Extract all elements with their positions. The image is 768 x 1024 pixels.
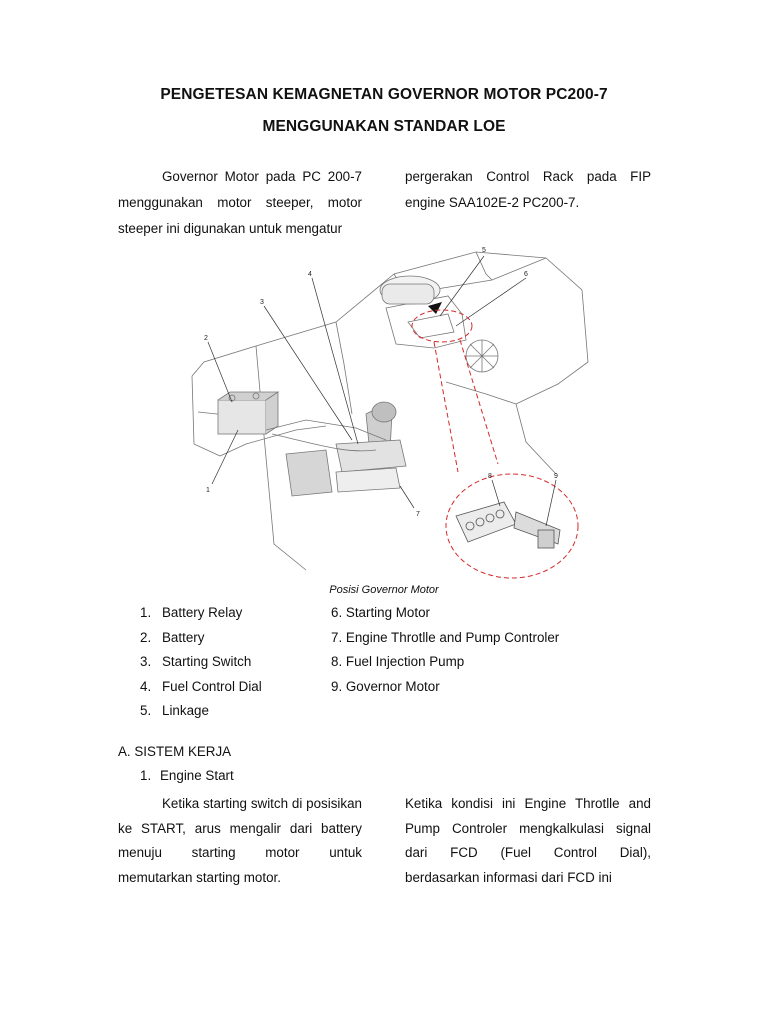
parts-list-left <box>140 601 262 724</box>
list-number: 1. <box>140 605 152 620</box>
subsection-label: Engine Start <box>160 768 234 783</box>
list-item: 7. Engine Throtlle and Pump Controler <box>331 629 560 645</box>
list-number: 3. <box>140 654 152 669</box>
list-label: Linkage <box>162 703 209 718</box>
callout-8: 8 <box>488 473 492 480</box>
callout-6: 6 <box>524 271 528 278</box>
list-item <box>140 650 262 675</box>
list-number: 5. <box>140 703 152 718</box>
body-right-column <box>405 792 651 890</box>
governor-motor-diagram <box>186 244 596 584</box>
list-number: 2. <box>140 629 152 645</box>
callout-2: 2 <box>204 335 208 342</box>
intro-left-column <box>118 164 362 242</box>
callout-3: 3 <box>260 299 264 306</box>
callout-7: 7 <box>416 511 420 518</box>
callout-5: 5 <box>482 247 486 254</box>
intro-right-column <box>405 164 651 216</box>
list-label: Battery <box>162 629 205 645</box>
list-label: Fuel Control Dial <box>162 678 262 694</box>
list-item <box>140 626 262 651</box>
callout-1: 1 <box>206 487 210 494</box>
list-label: Starting Switch <box>162 654 252 669</box>
body-right-paragraph: Ketika kondisi ini Engine Throtlle and Pump Controler mengkalkulasi signal dari FCD (Fuel Control Dial), berdasarkan informasi dari FCD ini <box>405 796 651 885</box>
list-item <box>140 675 262 700</box>
subsection-heading <box>140 768 234 783</box>
body-left-paragraph: Ketika starting switch di posisikan ke START, arus mengalir dari battery menuju starting motor untuk memutarkan starting motor. <box>118 796 362 885</box>
list-label: Battery Relay <box>162 605 243 620</box>
figure-caption: Posisi Governor Motor <box>329 584 439 596</box>
list-item <box>140 601 262 626</box>
callout-9: 9 <box>554 473 558 480</box>
document-title-line2: MENGGUNAKAN STANDAR LOE <box>262 118 506 135</box>
subsection-number: 1. <box>140 768 152 783</box>
body-left-column <box>118 792 362 890</box>
section-heading: A. SISTEM KERJA <box>118 744 232 759</box>
list-item: 9. Governor Motor <box>331 678 440 694</box>
document-title-line1: PENGETESAN KEMAGNETAN GOVERNOR MOTOR PC200-7 <box>160 86 608 103</box>
parts-list-right <box>331 601 559 699</box>
list-item <box>140 699 262 724</box>
intro-left-paragraph: Governor Motor pada PC 200-7 menggunakan motor steeper, motor steeper ini digunakan untuk mengatur <box>118 169 362 236</box>
list-number: 4. <box>140 678 152 694</box>
list-item: 6. Starting Motor <box>331 605 430 620</box>
intro-right-paragraph: pergerakan Control Rack pada FIP engine SAA102E-2 PC200-7. <box>405 169 651 210</box>
callout-4: 4 <box>308 271 312 278</box>
list-item: 8. Fuel Injection Pump <box>331 654 465 669</box>
